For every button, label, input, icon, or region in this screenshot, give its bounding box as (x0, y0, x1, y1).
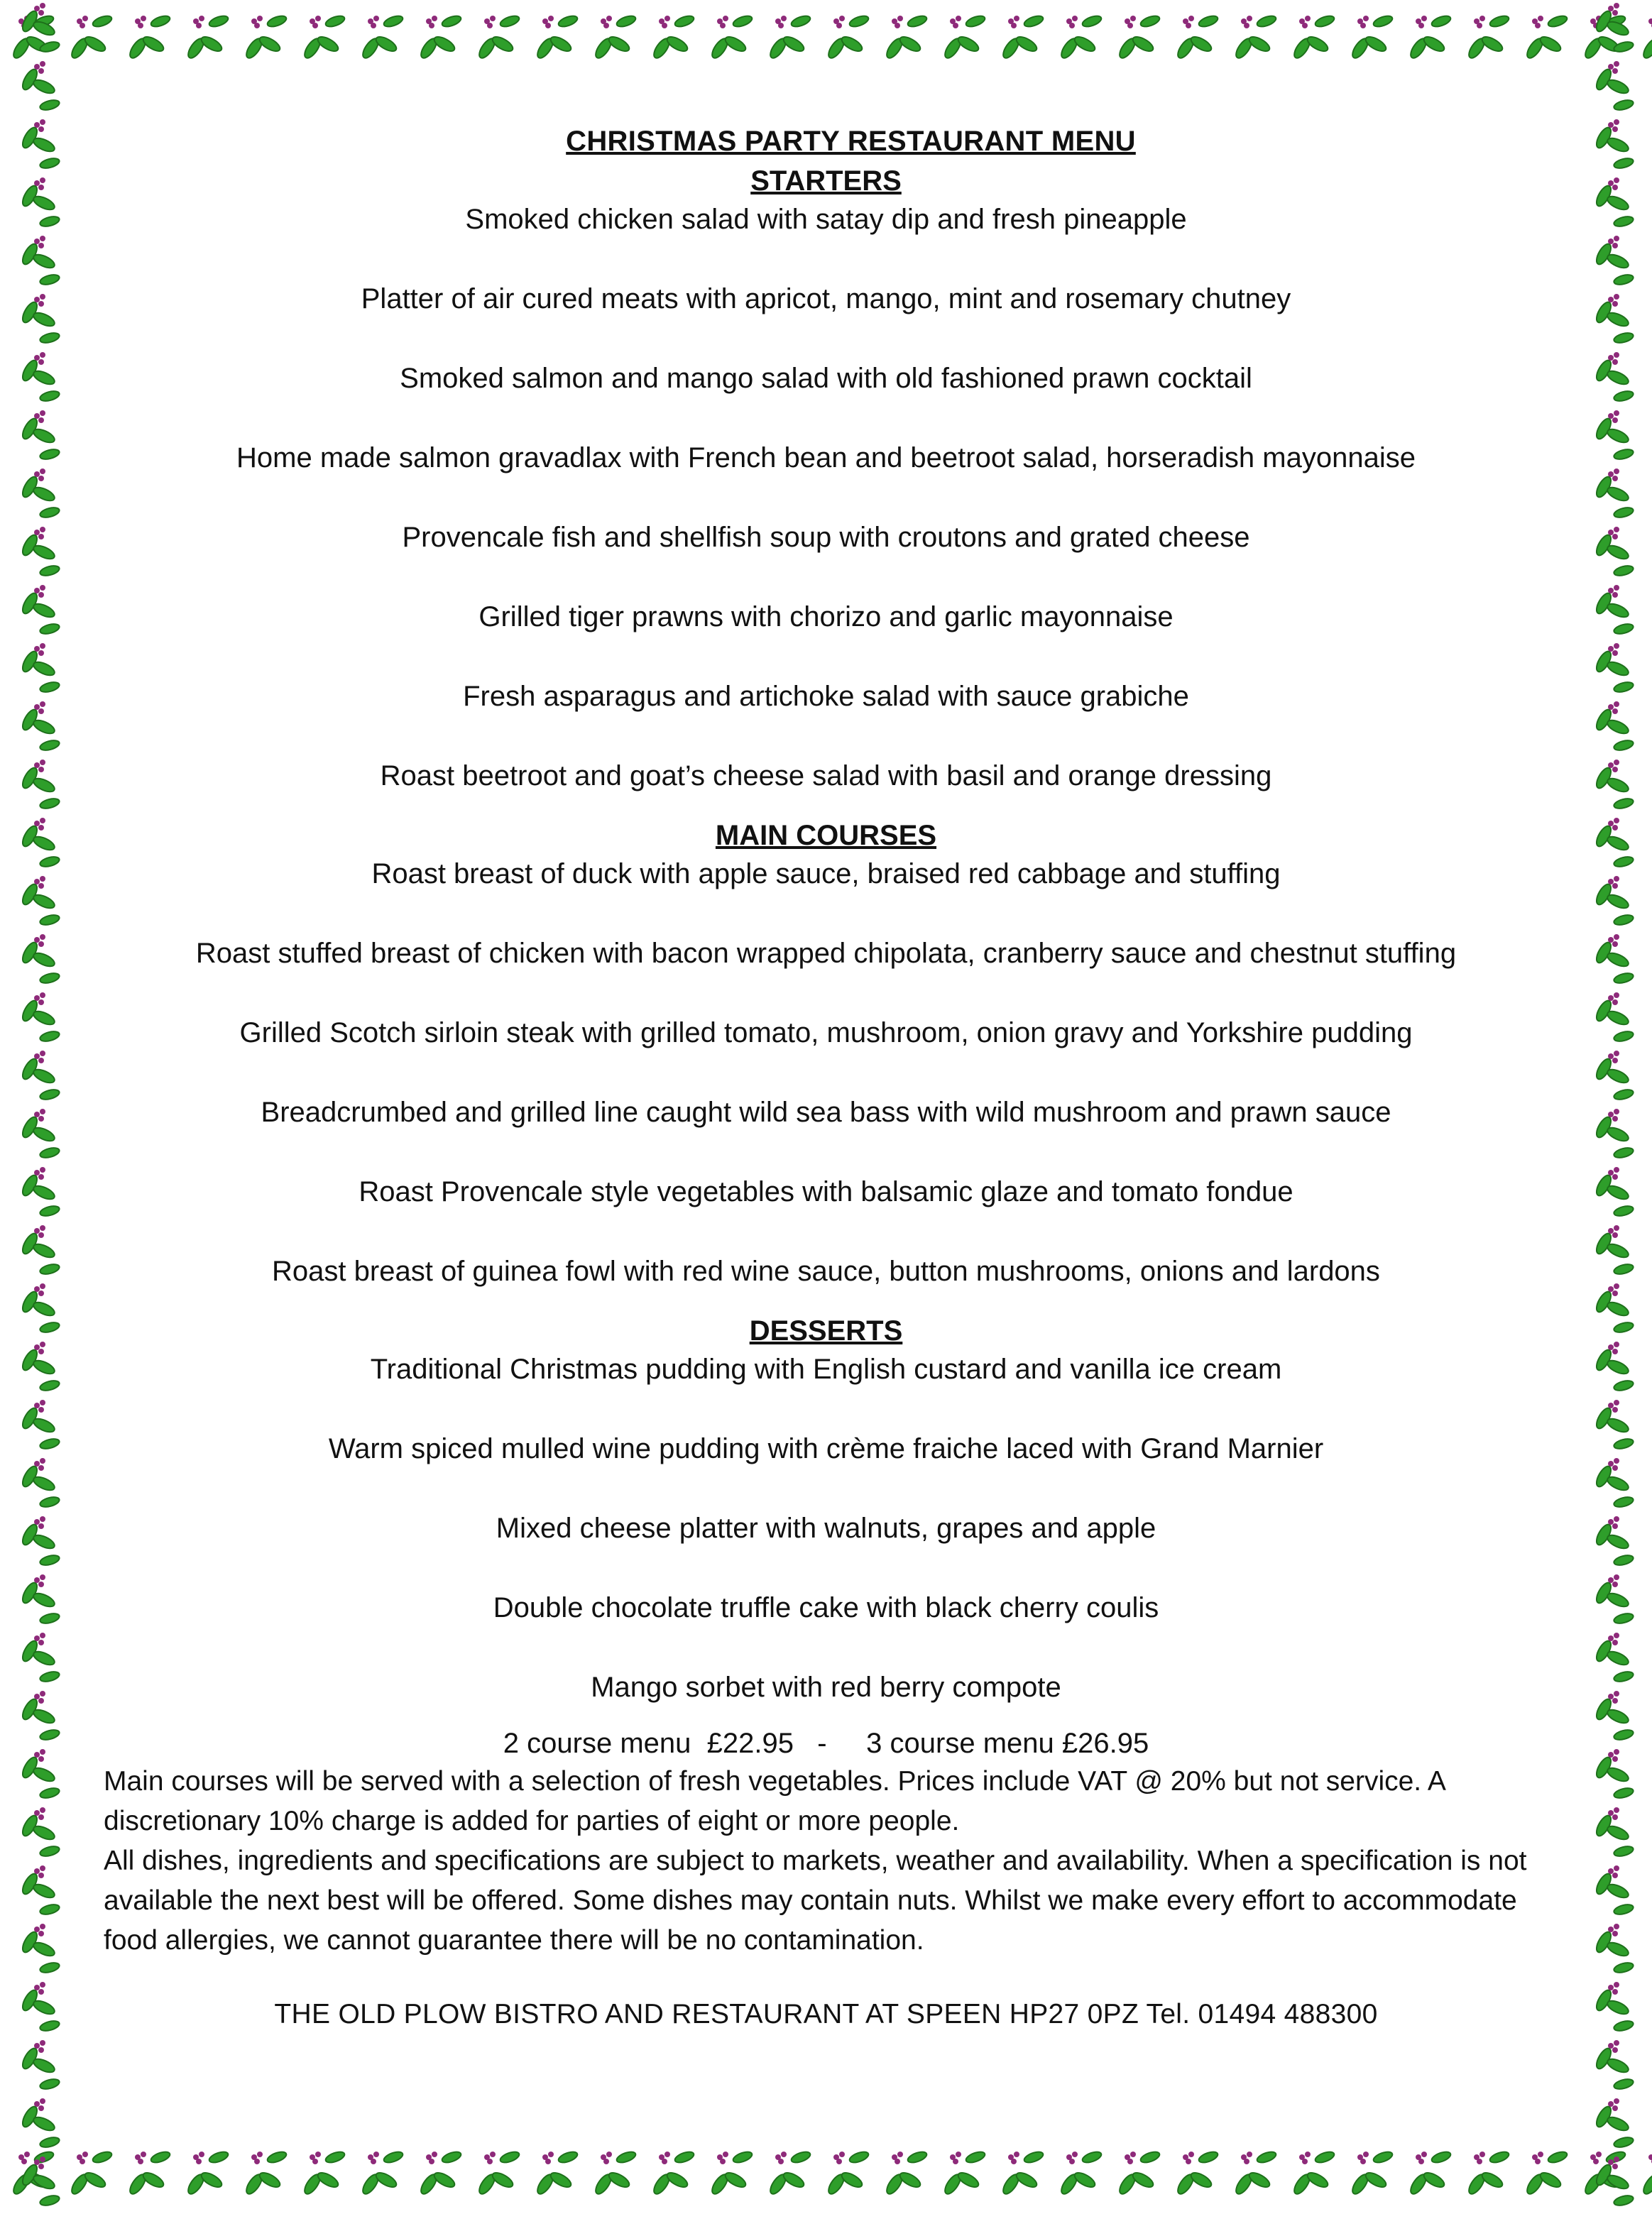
section-heading: STARTERS (750, 165, 902, 197)
section-starters (99, 162, 1553, 795)
restaurant-footer: THE OLD PLOW BISTRO AND RESTAURANT AT SPEEN HP27 0PZ Tel. 01494 488300 (274, 1999, 1378, 2029)
starters-list (99, 200, 1553, 795)
list-item: Smoked salmon and mango salad with old fashioned prawn cocktail (400, 363, 1252, 394)
holly-border-left (0, 0, 78, 2214)
list-item: Roast beetroot and goat’s cheese salad with basil and orange dressing (380, 760, 1272, 791)
holly-icon (0, 2136, 1652, 2214)
list-item: Roast breast of guinea fowl with red wine sauce, button mushrooms, onions and lardons (272, 1256, 1380, 1287)
list-item: Fresh asparagus and artichoke salad with sauce grabiche (463, 681, 1189, 712)
section-main-courses (99, 816, 1553, 1290)
list-item: Home made salmon gravadlax with French bean and beetroot salad, horseradish mayonnaise (236, 442, 1416, 473)
list-item: Double chocolate truffle cake with black cherry coulis (493, 1592, 1159, 1623)
list-item: Roast breast of duck with apple sauce, braised red cabbage and stuffing (371, 858, 1281, 889)
list-item: Provencale fish and shellfish soup with croutons and grated cheese (402, 522, 1250, 553)
desserts-list (99, 1350, 1553, 1706)
list-item: Roast Provencale style vegetables with balsamic glaze and tomato fondue (359, 1176, 1293, 1207)
list-item: Mixed cheese platter with walnuts, grapes and apple (496, 1513, 1156, 1544)
list-item: Traditional Christmas pudding with English custard and vanilla ice cream (370, 1354, 1282, 1385)
list-item: Warm spiced mulled wine pudding with crème fraiche laced with Grand Marnier (328, 1433, 1324, 1464)
holly-border-right (1574, 0, 1652, 2214)
menu-notes (99, 1762, 1553, 1961)
list-item: Platter of air cured meats with apricot, mango, mint and rosemary chutney (361, 283, 1291, 314)
section-heading: MAIN COURSES (715, 820, 937, 851)
price-line: 2 course menu £22.95 - 3 course menu £26.95 (503, 1728, 1149, 1759)
note-paragraph: All dishes, ingredients and specifications are subject to markets, weather and availability. When a specification is not available the next best will be offered. Some dishes may contain nuts. Whilst we make every effort to accommodate food allergies, we cannot guarantee there will be no contamination. (104, 1846, 1527, 1956)
note-paragraph: Main courses will be served with a selection of fresh vegetables. Prices include VAT @ 20% but not service. A discretionary 10% charge is added for parties of eight or more people. (104, 1766, 1445, 1836)
holly-border-top (0, 0, 1652, 78)
menu-title: CHRISTMAS PARTY RESTAURANT MENU (566, 126, 1136, 157)
holly-icon (1574, 0, 1652, 2214)
main-courses-list (99, 855, 1553, 1290)
holly-icon (0, 0, 78, 2214)
holly-icon (0, 0, 1652, 78)
list-item: Breadcrumbed and grilled line caught wild sea bass with wild mushroom and prawn sauce (261, 1097, 1391, 1128)
section-heading: DESSERTS (749, 1315, 903, 1347)
menu-content (99, 121, 1553, 2034)
holly-border-bottom (0, 2136, 1652, 2214)
section-desserts (99, 1312, 1553, 1706)
list-item: Grilled Scotch sirloin steak with grilled tomato, mushroom, onion gravy and Yorkshire pudding (239, 1017, 1413, 1048)
list-item: Mango sorbet with red berry compote (591, 1672, 1061, 1703)
list-item: Smoked chicken salad with satay dip and fresh pineapple (465, 204, 1187, 235)
list-item: Grilled tiger prawns with chorizo and garlic mayonnaise (478, 601, 1174, 632)
list-item: Roast stuffed breast of chicken with bacon wrapped chipolata, cranberry sauce and chestnut stuffing (195, 938, 1457, 969)
